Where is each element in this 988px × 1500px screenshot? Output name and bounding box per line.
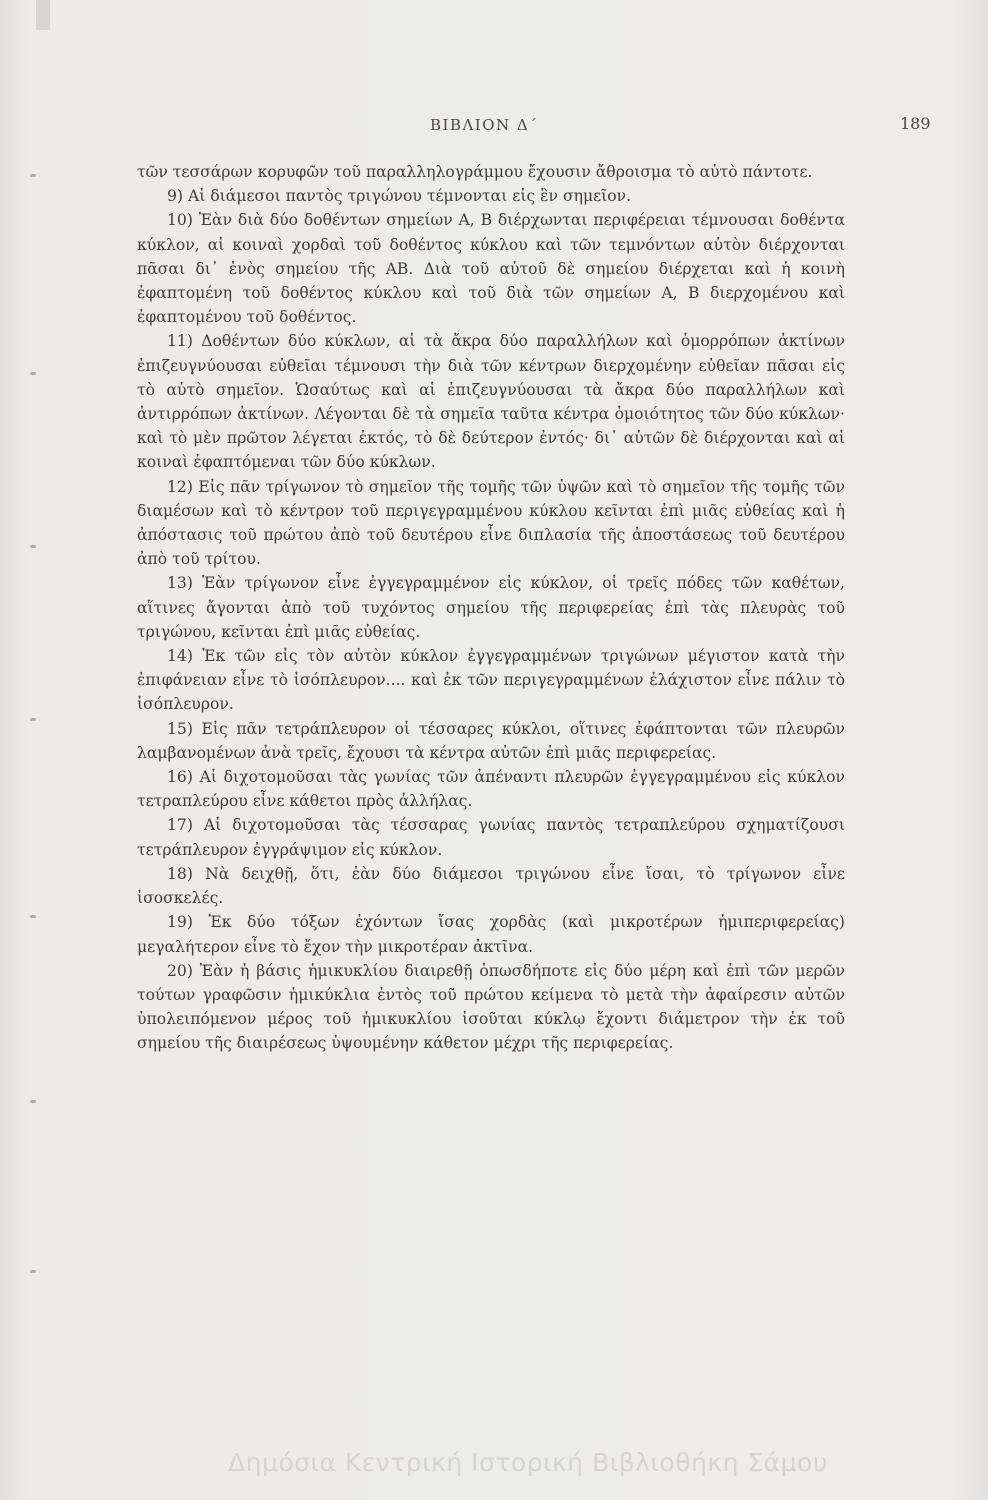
margin-mark: [30, 545, 36, 548]
margin-mark: [30, 1270, 36, 1273]
margin-mark: [30, 718, 36, 721]
exercise-20: 20) Ἐὰν ἡ βάσις ἡμικυκλίου διαιρεθῇ ὁπωσδήποτε εἰς δύο μέρη καὶ ἐπὶ τῶν μερῶν τούτων γραφῶσιν ἡμικύκλια ἐντὸς τοῦ πρώτου κείμενα τὸ μετὰ τὴν ἀφαίρεσιν αὐτῶν ὑπολειπόμενον μέρος τοῦ ἡμικυκλίου ἰσοῦται κύκλῳ ἔχοντι διάμετρον τὴν ἐκ τοῦ σημείου τῆς διαιρέσεως ὑψουμένην κάθετον μέχρι τῆς περιφερείας.: [137, 961, 845, 1053]
exercise-13: 13) Ἐὰν τρίγωνον εἶνε ἐγγεγραμμένον εἰς κύκλον, οἱ τρεῖς πόδες τῶν καθέτων, αἵτινες ἄγονται ἀπὸ τοῦ τυχόντος σημείου τῆς περιφερείας ἐπὶ τὰς πλευρὰς τοῦ τριγώνου, κεῖνται ἐπὶ μιᾶς εὐθείας.: [137, 574, 845, 641]
margin-mark: [30, 372, 36, 375]
exercise-16: 16) Αἱ διχοτομοῦσαι τὰς γωνίας τῶν ἀπέναντι πλευρῶν ἐγγεγραμμένου εἰς κύκλον τετραπλεύρου εἶνε κάθετοι πρὸς ἀλλήλας.: [137, 768, 845, 811]
exercise-19: 19) Ἐκ δύο τόξων ἐχόντων ἴσας χορδὰς (καὶ μικροτέρων ἡμιπεριφερείας) μεγαλήτερον εἶνε τὸ ἔχον τὴν μικροτέραν ἀκτῖνα.: [137, 913, 845, 956]
text-body: [137, 160, 845, 1056]
margin-mark: [30, 915, 36, 918]
exercise-12: 12) Εἰς πᾶν τρίγωνον τὸ σημεῖον τῆς τομῆς τῶν ὑψῶν καὶ τὸ σημεῖον τῆς τομῆς τῶν διαμέσων καὶ τὸ κέντρον τοῦ περιγεγραμμένου κύκλου κεῖνται ἐπὶ μιᾶς εὐθείας καὶ ἡ ἀπόστασις τοῦ πρώτου ἀπὸ τοῦ δευτέρου εἶνε διπλασία τῆς ἀποστάσεως τοῦ δευτέρου ἀπὸ τοῦ τρίτου.: [137, 477, 845, 569]
scan-artifact: [36, 0, 50, 30]
exercise-9: 9) Αἱ διάμεσοι παντὸς τριγώνου τέμνονται εἰς ἓν σημεῖον.: [167, 187, 632, 206]
page-number: 189: [900, 114, 931, 133]
library-watermark: Δημόσια Κεντρική Ιστορική Βιβλιοθήκη Σάμου: [228, 1448, 828, 1477]
exercise-18: 18) Νὰ δειχθῇ, ὅτι, ἐὰν δύο διάμεσοι τριγώνου εἶνε ἴσαι, τὸ τρίγωνον εἶνε ἰσοσκελές.: [137, 864, 845, 908]
exercise-10: 10) Ἐὰν διὰ δύο δοθέντων σημείων Α, Β διέρχωνται περιφέρειαι τέμνουσαι δοθέντα κύκλον, αἱ κοιναὶ χορδαὶ τοῦ δοθέντος κύκλου καὶ τῶν τεμνόντων αὐτὸν διέρχονται πᾶσαι δι᾽ ἑνὸς σημείου τῆς ΑΒ. Διὰ τοῦ αὐτοῦ δὲ σημείου διέρχεται καὶ ἡ κοινὴ ἐφαπτομένη τοῦ δοθέντος κύκλου καὶ τοῦ διὰ τῶν σημείων Α, Β διερχομένου καὶ ἐφαπτομένου τοῦ δοθέντος.: [137, 211, 845, 327]
margin-mark: [30, 174, 36, 177]
exercise-17: 17) Αἱ διχοτομοῦσαι τὰς τέσσαρας γωνίας παντὸς τετραπλεύρου σχηματίζουσι τετράπλευρον ἐγγράψιμον εἰς κύκλον.: [137, 816, 845, 859]
exercise-15: 15) Εἰς πᾶν τετράπλευρον οἱ τέσσαρες κύκλοι, οἵτινες ἐφάπτονται τῶν πλευρῶν λαμβανομένων ἀνὰ τρεῖς, ἔχουσι τὰ κέντρα αὐτῶν ἐπὶ μιᾶς περιφερείας.: [137, 719, 845, 762]
exercise-11: 11) Δοθέντων δύο κύκλων, αἱ τὰ ἄκρα δύο παραλλήλων καὶ ὁμορρόπων ἀκτίνων ἐπιζευγνύουσαι εὐθεῖαι τέμνουσι τὴν διὰ τῶν κέντρων διερχομένην εὐθεῖαν πᾶσαι εἰς τὸ αὐτὸ σημεῖον. Ὡσαύτως καὶ αἱ ἐπιζευγνύουσαι τὰ ἄκρα δύο παραλλήλων καὶ ἀντιρρόπων ἀκτίνων. Λέγονται δὲ τὰ σημεῖα ταῦτα κέντρα ὁμοιότητος τῶν δύο κύκλων· καὶ τὸ μὲν πρῶτον λέγεται ἐκτός, τὸ δὲ δεύτερον ἐντός· δι᾽ αὐτῶν δὲ διέρχονται καὶ αἱ κοιναὶ ἐφαπτόμεναι τῶν δύο κύκλων.: [137, 332, 845, 472]
running-title: ΒΙΒΛΙΟΝ Δ΄: [430, 116, 539, 134]
exercise-14: 14) Ἐκ τῶν εἰς τὸν αὐτὸν κύκλον ἐγγεγραμμένων τριγώνων μέγιστον κατὰ τὴν ἐπιφάνειαν εἶνε τὸ ἰσόπλευρον.... καὶ ἐκ τῶν περιγεγραμμένων ἐλάχιστον εἶνε πάλιν τὸ ἰσόπλευρον.: [137, 647, 845, 714]
margin-mark: [30, 1100, 36, 1103]
paragraph-continuation: τῶν τεσσάρων κορυφῶν τοῦ παραλληλογράμμου ἔχουσιν ἄθροισμα τὸ αὐτὸ πάντοτε.: [137, 163, 813, 181]
